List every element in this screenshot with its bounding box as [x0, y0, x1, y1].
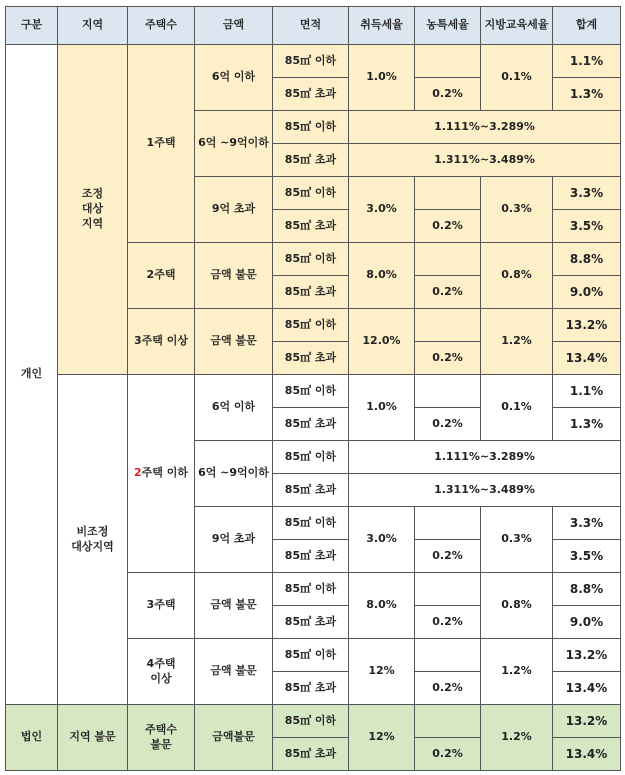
area-cell: 85㎡ 초과 — [273, 78, 349, 111]
rural-tax-cell: 0.2% — [415, 540, 481, 573]
rural-tax-cell — [415, 573, 481, 606]
total-cell: 13.4% — [553, 738, 621, 771]
area-cell: 85㎡ 초과 — [273, 210, 349, 243]
education-tax-cell: 0.8% — [481, 243, 553, 309]
rural-tax-cell: 0.2% — [415, 78, 481, 111]
area-cell: 85㎡ 이하 — [273, 375, 349, 408]
education-tax-cell: 1.2% — [481, 309, 553, 375]
rural-tax-cell: 0.2% — [415, 210, 481, 243]
header-acquisition-rate: 취득세율 — [349, 7, 415, 45]
total-cell: 13.4% — [553, 342, 621, 375]
area-cell: 85㎡ 이하 — [273, 309, 349, 342]
total-cell: 3.3% — [553, 507, 621, 540]
house-count-cell: 2주택 — [128, 243, 195, 309]
category-individual: 개인 — [6, 45, 58, 705]
education-tax-cell: 1.2% — [481, 705, 553, 771]
amount-cell: 9억 초과 — [195, 507, 273, 573]
area-cell: 85㎡ 초과 — [273, 540, 349, 573]
rural-tax-cell: 0.2% — [415, 738, 481, 771]
rate-range-cell: 1.111%~3.289% — [349, 441, 621, 474]
total-cell: 1.1% — [553, 45, 621, 78]
rural-tax-cell — [415, 705, 481, 738]
rural-tax-cell — [415, 177, 481, 210]
area-cell: 85㎡ 이하 — [273, 639, 349, 672]
total-cell: 9.0% — [553, 276, 621, 309]
area-cell: 85㎡ 이하 — [273, 45, 349, 78]
acquisition-rate-cell: 1.0% — [349, 375, 415, 441]
header-house-count: 주택수 — [128, 7, 195, 45]
amount-cell: 금액 불문 — [195, 309, 273, 375]
house-count-cell: 1주택 — [128, 45, 195, 243]
header-row — [6, 7, 621, 45]
total-cell: 3.5% — [553, 540, 621, 573]
amount-cell: 6억 ~9억이하 — [195, 441, 273, 507]
rural-tax-cell — [415, 507, 481, 540]
rural-tax-cell: 0.2% — [415, 342, 481, 375]
header-total: 합계 — [553, 7, 621, 45]
house-count-cell: 4주택 이상 — [128, 639, 195, 705]
acquisition-rate-cell: 3.0% — [349, 177, 415, 243]
amount-cell: 6억 이하 — [195, 45, 273, 111]
education-tax-cell: 0.3% — [481, 177, 553, 243]
amount-cell: 금액 불문 — [195, 243, 273, 309]
education-tax-cell: 0.3% — [481, 507, 553, 573]
area-cell: 85㎡ 초과 — [273, 408, 349, 441]
acquisition-rate-cell: 3.0% — [349, 507, 415, 573]
total-cell: 8.8% — [553, 243, 621, 276]
total-cell: 13.2% — [553, 309, 621, 342]
rural-tax-cell: 0.2% — [415, 408, 481, 441]
table-row — [6, 705, 621, 738]
acquisition-rate-cell: 12.0% — [349, 309, 415, 375]
house-count-cell: 3주택 이상 — [128, 309, 195, 375]
total-cell: 1.1% — [553, 375, 621, 408]
area-cell: 85㎡ 초과 — [273, 276, 349, 309]
amount-cell: 9억 초과 — [195, 177, 273, 243]
region-non-adjusted: 비조정 대상지역 — [58, 375, 128, 705]
region-adjusted: 조정 대상 지역 — [58, 45, 128, 375]
table-row — [6, 375, 621, 408]
header-region: 지역 — [58, 7, 128, 45]
category-corporate: 법인 — [6, 705, 58, 771]
table-row — [6, 45, 621, 78]
header-rural-tax-rate: 농특세율 — [415, 7, 481, 45]
total-cell: 13.4% — [553, 672, 621, 705]
house-count-cell: 3주택 — [128, 573, 195, 639]
total-cell: 13.2% — [553, 639, 621, 672]
amount-cell: 금액 불문 — [195, 639, 273, 705]
amount-cell: 6억 이하 — [195, 375, 273, 441]
amount-cell: 6억 ~9억이하 — [195, 111, 273, 177]
acquisition-rate-cell: 12% — [349, 705, 415, 771]
education-tax-cell: 0.8% — [481, 573, 553, 639]
acquisition-tax-table — [5, 6, 621, 771]
area-cell: 85㎡ 초과 — [273, 474, 349, 507]
area-cell: 85㎡ 초과 — [273, 144, 349, 177]
rate-range-cell: 1.311%~3.489% — [349, 474, 621, 507]
rate-range-cell: 1.311%~3.489% — [349, 144, 621, 177]
house-count-cell: 2주택 이하 — [128, 375, 195, 573]
area-cell: 85㎡ 이하 — [273, 573, 349, 606]
total-cell: 9.0% — [553, 606, 621, 639]
acquisition-rate-cell: 8.0% — [349, 243, 415, 309]
rural-tax-cell — [415, 375, 481, 408]
area-cell: 85㎡ 초과 — [273, 342, 349, 375]
education-tax-cell: 0.1% — [481, 375, 553, 441]
area-cell: 85㎡ 초과 — [273, 672, 349, 705]
rural-tax-cell — [415, 639, 481, 672]
area-cell: 85㎡ 초과 — [273, 738, 349, 771]
area-cell: 85㎡ 이하 — [273, 177, 349, 210]
header-amount: 금액 — [195, 7, 273, 45]
rural-tax-cell — [415, 309, 481, 342]
acquisition-rate-cell: 8.0% — [349, 573, 415, 639]
total-cell: 3.5% — [553, 210, 621, 243]
header-education-tax-rate: 지방교육세율 — [481, 7, 553, 45]
area-cell: 85㎡ 이하 — [273, 441, 349, 474]
amount-cell: 금액 불문 — [195, 573, 273, 639]
total-cell: 8.8% — [553, 573, 621, 606]
total-cell: 3.3% — [553, 177, 621, 210]
area-cell: 85㎡ 초과 — [273, 606, 349, 639]
region-any: 지역 불문 — [58, 705, 128, 771]
rural-tax-cell — [415, 243, 481, 276]
house-count-cell: 주택수 불문 — [128, 705, 195, 771]
rural-tax-cell — [415, 45, 481, 78]
education-tax-cell: 0.1% — [481, 45, 553, 111]
header-category: 구분 — [6, 7, 58, 45]
total-cell: 1.3% — [553, 408, 621, 441]
area-cell: 85㎡ 이하 — [273, 705, 349, 738]
rate-range-cell: 1.111%~3.289% — [349, 111, 621, 144]
amount-cell: 금액불문 — [195, 705, 273, 771]
header-area: 면적 — [273, 7, 349, 45]
rural-tax-cell: 0.2% — [415, 672, 481, 705]
rural-tax-cell: 0.2% — [415, 606, 481, 639]
total-cell: 13.2% — [553, 705, 621, 738]
area-cell: 85㎡ 이하 — [273, 507, 349, 540]
rural-tax-cell: 0.2% — [415, 276, 481, 309]
area-cell: 85㎡ 이하 — [273, 243, 349, 276]
acquisition-rate-cell: 12% — [349, 639, 415, 705]
acquisition-rate-cell: 1.0% — [349, 45, 415, 111]
education-tax-cell: 1.2% — [481, 639, 553, 705]
area-cell: 85㎡ 이하 — [273, 111, 349, 144]
total-cell: 1.3% — [553, 78, 621, 111]
